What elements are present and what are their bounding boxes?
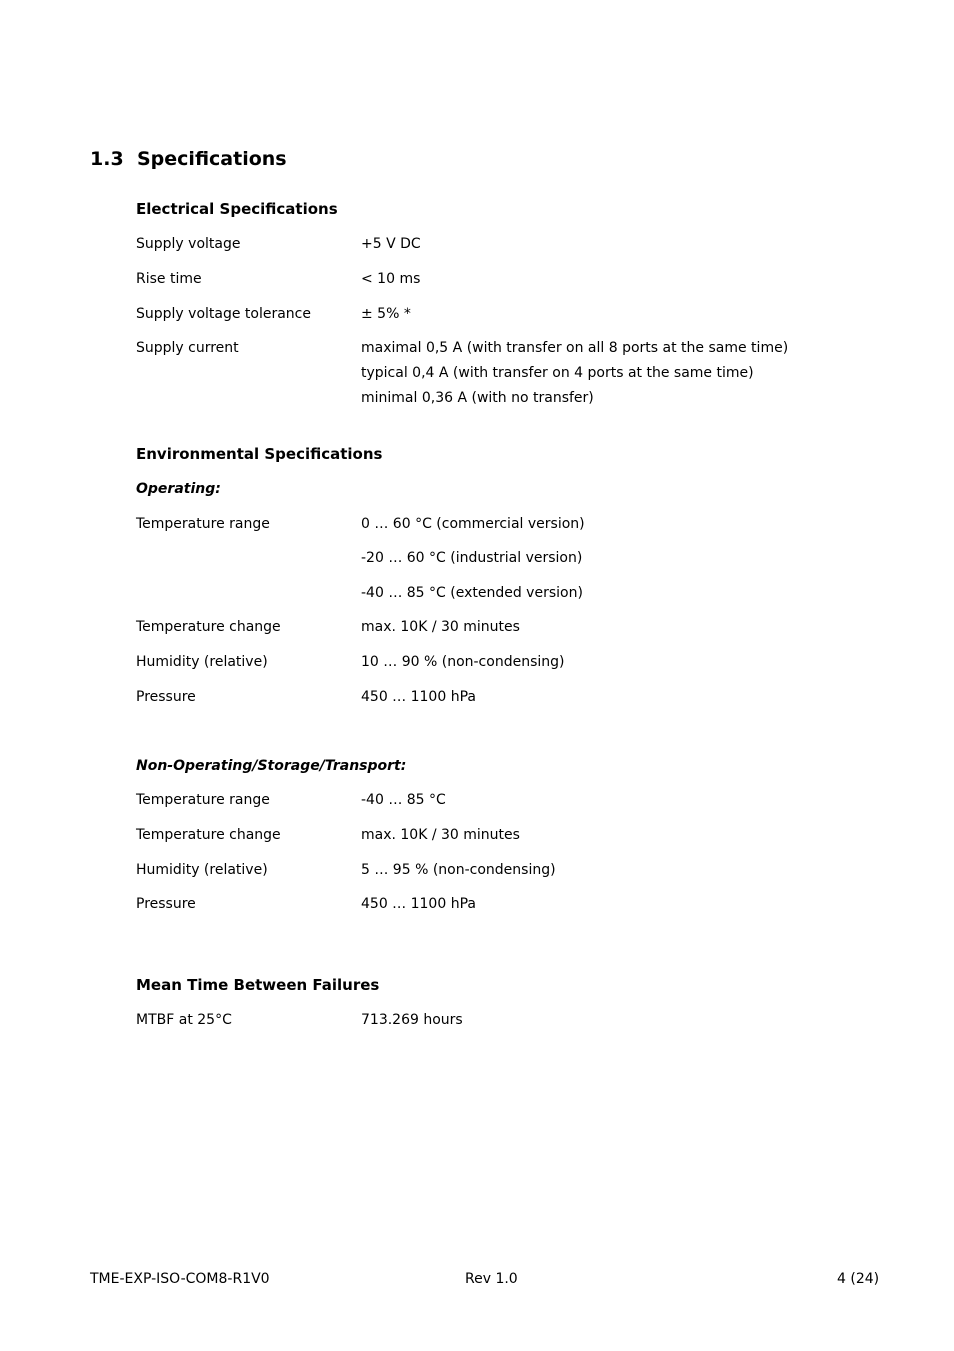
spec-value: typical 0,4 A (with transfer on 4 ports at the same time) xyxy=(361,365,754,381)
mtbf-heading: Mean Time Between Failures xyxy=(136,976,380,994)
footer-revision: Rev 1.0 xyxy=(465,1271,518,1287)
spec-label: Temperature range xyxy=(136,792,270,808)
spec-value: -40 … 85 °C (extended version) xyxy=(361,585,583,601)
spec-value: maximal 0,5 A (with transfer on all 8 ports at the same time) xyxy=(361,340,789,356)
spec-value: 450 … 1100 hPa xyxy=(361,896,476,912)
spec-label: Temperature change xyxy=(136,619,281,635)
operating-heading: Operating: xyxy=(136,481,221,497)
spec-value: 0 … 60 °C (commercial version) xyxy=(361,516,585,532)
spec-value: 5 … 95 % (non-condensing) xyxy=(361,862,556,878)
spec-label: Humidity (relative) xyxy=(136,654,268,670)
spec-value: max. 10K / 30 minutes xyxy=(361,619,520,635)
spec-value: ± 5% * xyxy=(361,306,411,322)
spec-label: Pressure xyxy=(136,689,196,705)
spec-value: +5 V DC xyxy=(361,236,421,252)
footer-page-number: 4 (24) xyxy=(837,1271,880,1287)
section-number: 1.3 xyxy=(90,148,124,170)
spec-value: max. 10K / 30 minutes xyxy=(361,827,520,843)
spec-label: Humidity (relative) xyxy=(136,862,268,878)
spec-value: < 10 ms xyxy=(361,271,421,287)
electrical-heading: Electrical Specifications xyxy=(136,200,338,218)
spec-label: Temperature range xyxy=(136,516,270,532)
spec-label: Rise time xyxy=(136,271,202,287)
spec-label: MTBF at 25°C xyxy=(136,1012,232,1028)
spec-label: Supply voltage tolerance xyxy=(136,306,311,322)
non-operating-heading: Non-Operating/Storage/Transport: xyxy=(136,758,407,774)
spec-value: -20 … 60 °C (industrial version) xyxy=(361,550,583,566)
footer-doc-id: TME-EXP-ISO-COM8-R1V0 xyxy=(90,1271,270,1287)
spec-value: 450 … 1100 hPa xyxy=(361,689,476,705)
spec-value: -40 … 85 °C xyxy=(361,792,446,808)
spec-label: Temperature change xyxy=(136,827,281,843)
spec-label: Supply current xyxy=(136,340,239,356)
spec-value: 713.269 hours xyxy=(361,1012,463,1028)
spec-label: Supply voltage xyxy=(136,236,241,252)
spec-value: minimal 0,36 A (with no transfer) xyxy=(361,390,594,406)
spec-label: Pressure xyxy=(136,896,196,912)
section-title: Specifications xyxy=(137,148,287,170)
environmental-heading: Environmental Specifications xyxy=(136,445,383,463)
spec-value: 10 … 90 % (non-condensing) xyxy=(361,654,565,670)
